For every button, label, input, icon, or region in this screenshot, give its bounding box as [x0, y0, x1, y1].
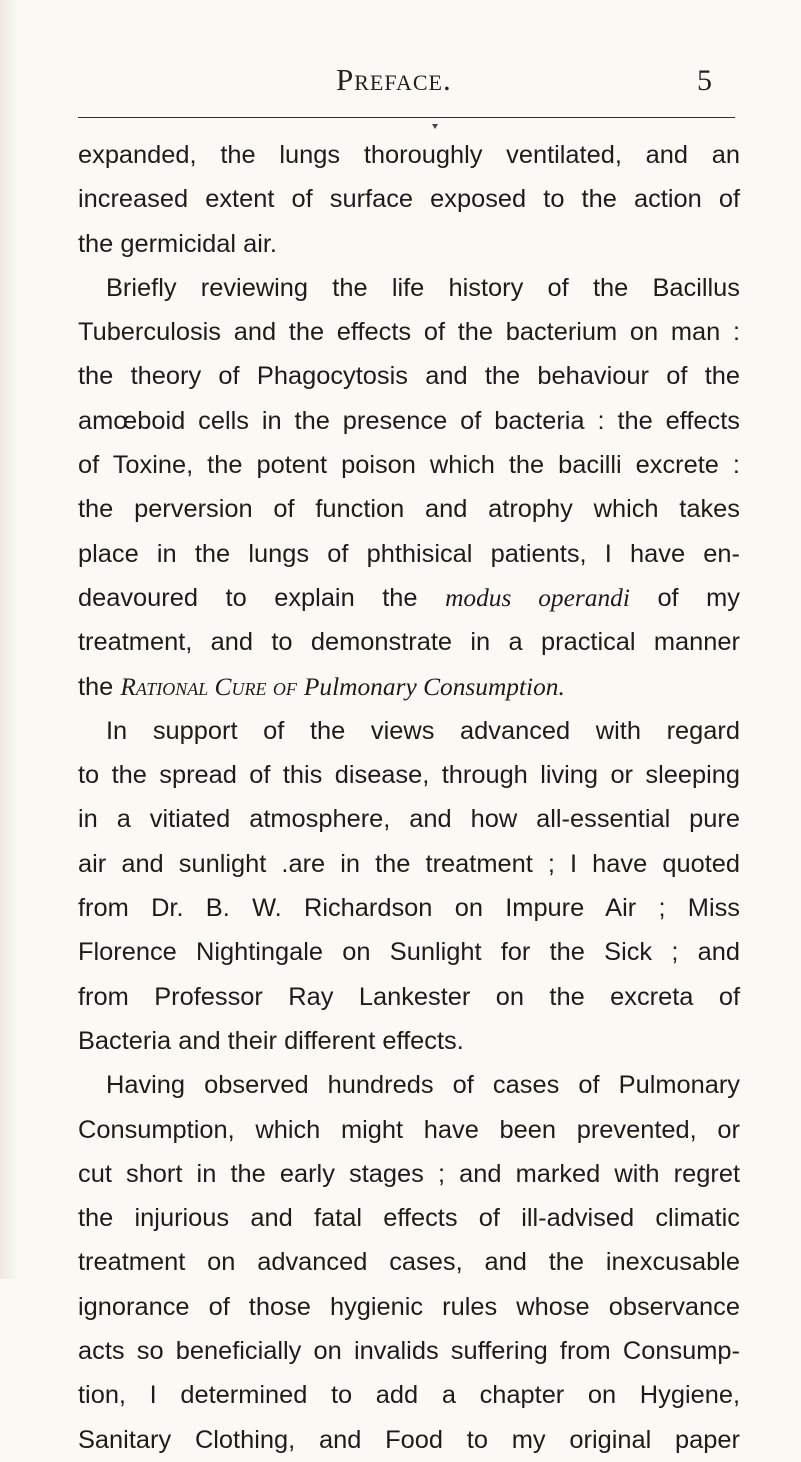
- text-line-mixed: [78, 665, 740, 709]
- text-line: the injurious and fatal effects of ill-advised climatic: [78, 1204, 740, 1233]
- text-line: Sanitary Clothing, and Food to my original paper: [78, 1425, 740, 1454]
- text-line: amœboid cells in the presence of bacteria : the effects: [78, 406, 740, 435]
- text-line: cut short in the early stages ; and marked with regret: [78, 1159, 740, 1188]
- text-line: the perversion of function and atrophy which takes: [78, 495, 740, 524]
- text-segment: the: [78, 672, 114, 701]
- text-line: place in the lungs of phthisical patients, I have en-: [78, 539, 740, 568]
- text-line: expanded, the lungs thoroughly ventilated, and an: [78, 141, 740, 169]
- smallcaps-title: Rational Cure of: [120, 672, 297, 701]
- text-line: increased extent of surface exposed to the action of: [78, 185, 740, 214]
- italic-title: Pulmonary Consumption.: [303, 672, 565, 701]
- text-line-mixed: [78, 576, 740, 620]
- body-text: [78, 133, 740, 1462]
- text-segment: of my: [657, 583, 740, 612]
- text-segment: deavoured to explain the: [78, 583, 418, 612]
- italic-phrase: modus operandi: [445, 583, 630, 612]
- text-line: air and sunlight .are in the treatment ; I have quoted: [78, 849, 740, 878]
- running-head: [0, 62, 801, 102]
- page-gutter-shadow: [0, 0, 18, 1279]
- running-title: Preface.: [336, 62, 452, 97]
- text-line: acts so beneficially on invalids suffering from Consump-: [78, 1337, 740, 1366]
- text-line: from Professor Ray Lankester on the excreta of: [78, 982, 740, 1011]
- text-line: treatment on advanced cases, and the inexcusable: [78, 1248, 740, 1277]
- text-line: Tuberculosis and the effects of the bacterium on man :: [78, 318, 740, 347]
- text-line: the theory of Phagocytosis and the behaviour of the: [78, 362, 740, 391]
- text-line: of Toxine, the potent poison which the bacilli excrete :: [78, 451, 740, 480]
- text-line: to the spread of this disease, through living or sleeping: [78, 761, 740, 790]
- text-line: treatment, and to demonstrate in a practical manner: [78, 628, 740, 657]
- paragraph-start-line: In support of the views advanced with regard: [106, 716, 740, 745]
- page-number: 5: [697, 64, 712, 97]
- text-line: Florence Nightingale on Sunlight for the Sick ; and: [78, 938, 740, 967]
- rule-mark: [432, 124, 438, 129]
- text-line: ignorance of those hygienic rules whose observance: [78, 1292, 740, 1321]
- paragraph-start-line: Having observed hundreds of cases of Pulmonary: [106, 1071, 740, 1100]
- text-line: Consumption, which might have been prevented, or: [78, 1115, 740, 1144]
- text-line: the germicidal air.: [78, 229, 277, 258]
- text-line: Bacteria and their different effects.: [78, 1026, 464, 1055]
- header-rule: [78, 117, 735, 118]
- text-line: in a vitiated atmosphere, and how all-essential pure: [78, 805, 740, 834]
- text-line: tion, I determined to add a chapter on Hygiene,: [78, 1381, 740, 1410]
- text-line: from Dr. B. W. Richardson on Impure Air ; Miss: [78, 894, 740, 923]
- paragraph-start-line: Briefly reviewing the life history of the Bacillus: [106, 273, 740, 302]
